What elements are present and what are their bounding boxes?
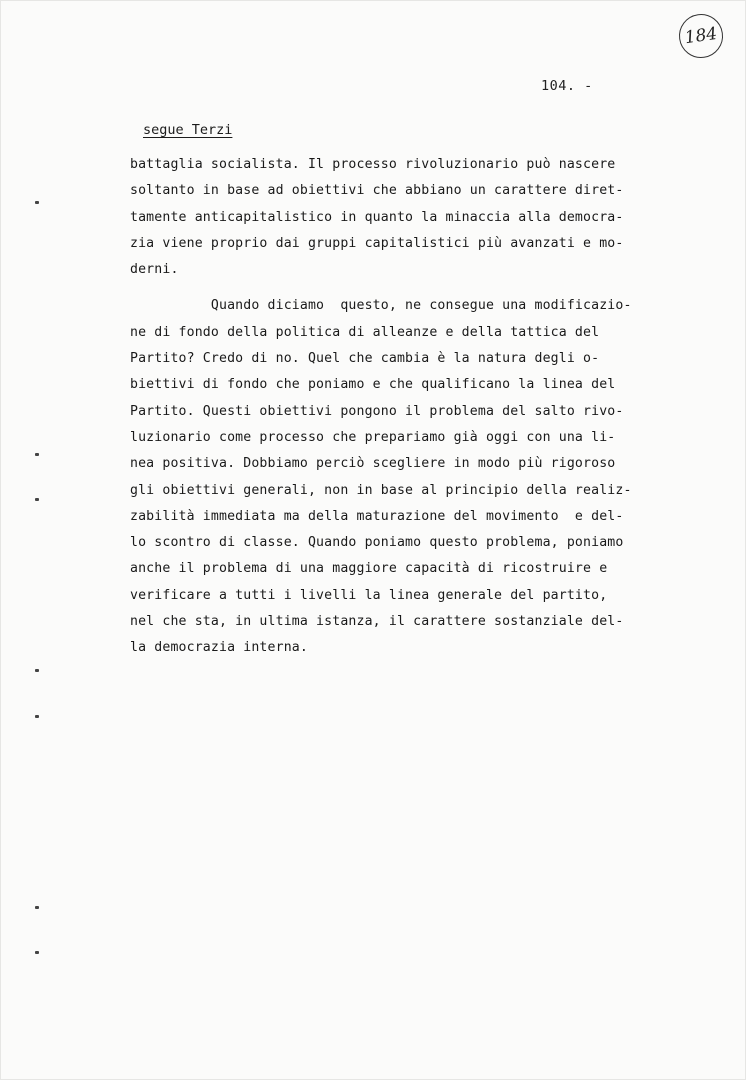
text-line: zia viene proprio dai gruppi capitalistici più avanzati e mo- (130, 235, 624, 251)
text-line: ne di fondo della politica di alleanze e della tattica del (130, 324, 600, 340)
text-line: biettivi di fondo che poniamo e che qualificano la linea del (130, 377, 616, 393)
binding-hole-mark (35, 669, 39, 672)
text-line: battaglia socialista. Il processo rivoluzionario può nascere (130, 157, 616, 172)
binding-hole-mark (35, 951, 39, 954)
text-line: lo scontro di classe. Quando poniamo questo problema, poniamo (130, 535, 624, 551)
binding-hole-mark (35, 906, 39, 909)
text-line: Partito? Credo di no. Quel che cambia è la natura degli o- (130, 351, 600, 367)
text-line: la democrazia interna. (130, 640, 308, 656)
text-line: Quando diciamo questo, ne consegue una modificazio- (130, 298, 632, 314)
binding-hole-mark (35, 715, 39, 718)
text-line: tamente anticapitalistico in quanto la minaccia alla democra- (130, 209, 624, 225)
body-text (130, 152, 690, 662)
text-line: Partito. Questi obiettivi pongono il problema del salto rivo- (130, 403, 624, 419)
text-line: zabilità immediata ma della maturazione del movimento e del- (130, 508, 624, 524)
archive-stamp (676, 11, 726, 61)
text-line: luzionario come processo che prepariamo già oggi con una li- (130, 429, 616, 445)
text-line: nea positiva. Dobbiamo perciò scegliere in modo più rigoroso (130, 456, 616, 472)
text-line: anche il problema di una maggiore capacità di ricostruire e (130, 561, 608, 577)
archive-stamp-number: 184 (683, 23, 719, 49)
text-line: verificare a tutti i livelli la linea generale del partito, (130, 587, 608, 603)
binding-hole-mark (35, 498, 39, 501)
text-line: derni. (130, 262, 179, 278)
paragraph-gap (130, 283, 690, 293)
text-line: gli obiettivi generali, non in base al principio della realiz- (130, 482, 632, 498)
text-line: soltanto in base ad obiettivi che abbiano un carattere diret- (130, 183, 624, 199)
binding-hole-mark (35, 453, 39, 456)
section-label: segue Terzi (143, 122, 233, 138)
text-line: nel che sta, in ultima istanza, il carattere sostanziale del- (130, 614, 624, 630)
binding-hole-mark (35, 201, 39, 204)
page-number: 104. - (541, 78, 593, 94)
